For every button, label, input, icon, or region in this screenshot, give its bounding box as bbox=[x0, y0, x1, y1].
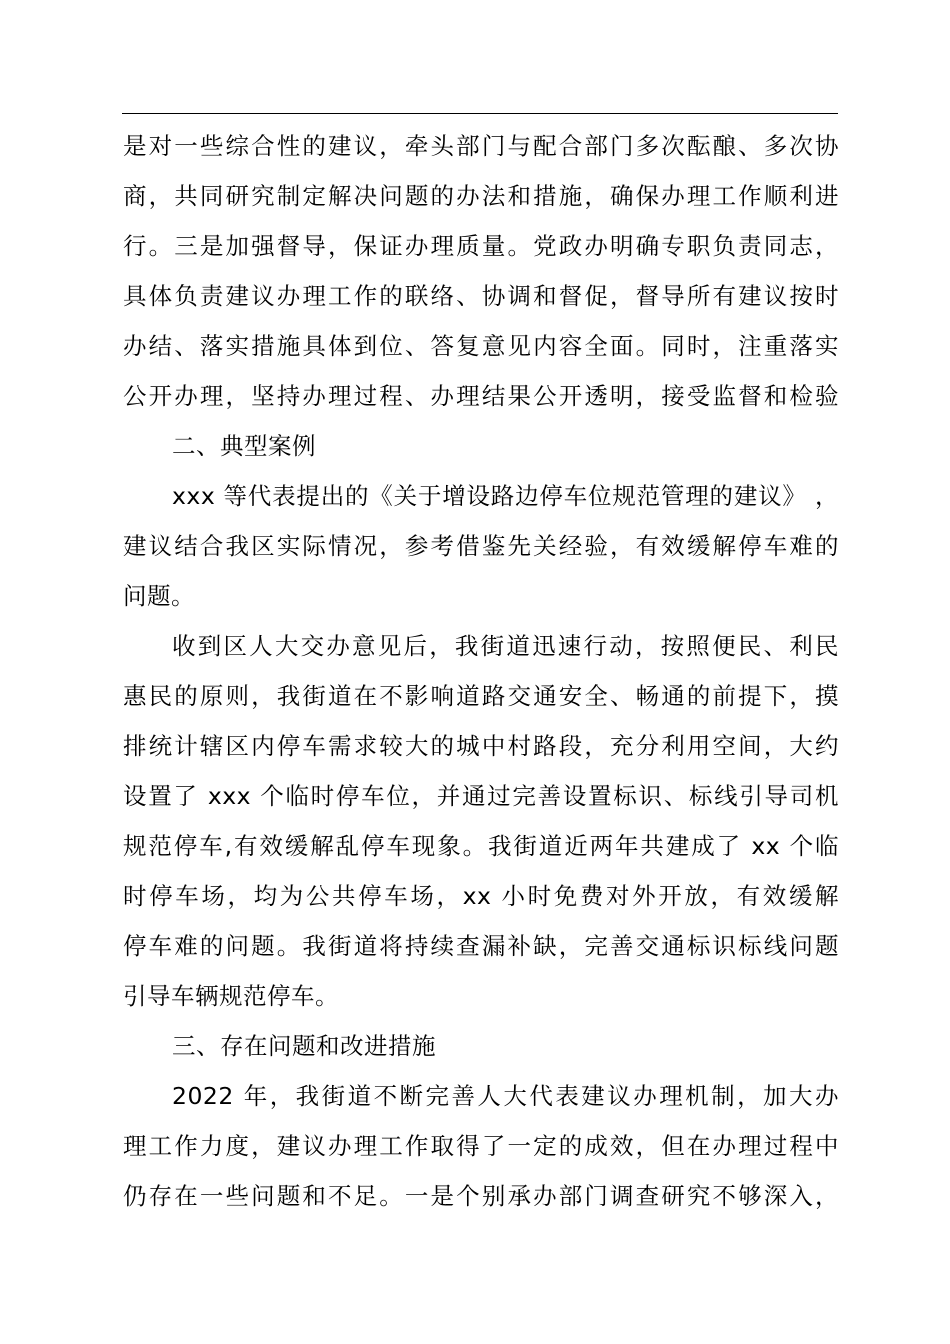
text-line: 具体负责建议办理工作的联络、协调和督促，督导所有建议按时 bbox=[123, 282, 839, 310]
section-heading: 二、典型案例 bbox=[172, 432, 316, 460]
text-line: 办结、落实措施具体到位、答复意见内容全面。同时，注重落实 bbox=[123, 332, 839, 360]
text-line: 建议结合我区实际情况，参考借鉴先关经验，有效缓解停车难的 bbox=[123, 532, 839, 560]
section-heading: 三、存在问题和改进措施 bbox=[172, 1032, 436, 1060]
text-line: 规范停车,有效缓解乱停车现象。我街道近两年共建成了 xx 个临 bbox=[123, 832, 839, 860]
text-line: 引导车辆规范停车。 bbox=[123, 982, 339, 1010]
text-line: 仍存在一些问题和不足。一是个别承办部门调查研究不够深入， bbox=[123, 1182, 839, 1210]
paragraph-first-line: 收到区人大交办意见后，我街道迅速行动，按照便民、利民 bbox=[172, 632, 839, 660]
text-line: 时停车场，均为公共停车场，xx 小时免费对外开放，有效缓解 bbox=[123, 882, 839, 910]
text-line: 公开办理，坚持办理过程、办理结果公开透明，接受监督和检验 bbox=[123, 382, 839, 410]
text-line: 设置了 xxx 个临时停车位，并通过完善设置标识、标线引导司机 bbox=[123, 782, 839, 810]
text-line: 商，共同研究制定解决问题的办法和措施，确保办理工作顺利进 bbox=[123, 182, 839, 210]
text-line: 是对一些综合性的建议，牵头部门与配合部门多次酝酿、多次协 bbox=[123, 132, 839, 160]
header-rule bbox=[122, 113, 838, 114]
text-line: 问题。 bbox=[123, 582, 195, 610]
text-line: 理工作力度，建议办理工作取得了一定的成效，但在办理过程中 bbox=[123, 1132, 839, 1160]
text-line: 惠民的原则，我街道在不影响道路交通安全、畅通的前提下，摸 bbox=[123, 682, 839, 710]
paragraph-first-line: 2022 年，我街道不断完善人大代表建议办理机制，加大办 bbox=[172, 1082, 839, 1110]
paragraph-first-line: xxx 等代表提出的《关于增设路边停车位规范管理的建议》 ， bbox=[172, 482, 839, 510]
text-line: 停车难的问题。我街道将持续查漏补缺，完善交通标识标线问题 bbox=[123, 932, 839, 960]
document-body bbox=[123, 121, 839, 1221]
text-line: 排统计辖区内停车需求较大的城中村路段，充分利用空间，大约 bbox=[123, 732, 839, 760]
text-line: 行。三是加强督导，保证办理质量。党政办明确专职负责同志， bbox=[123, 232, 839, 260]
